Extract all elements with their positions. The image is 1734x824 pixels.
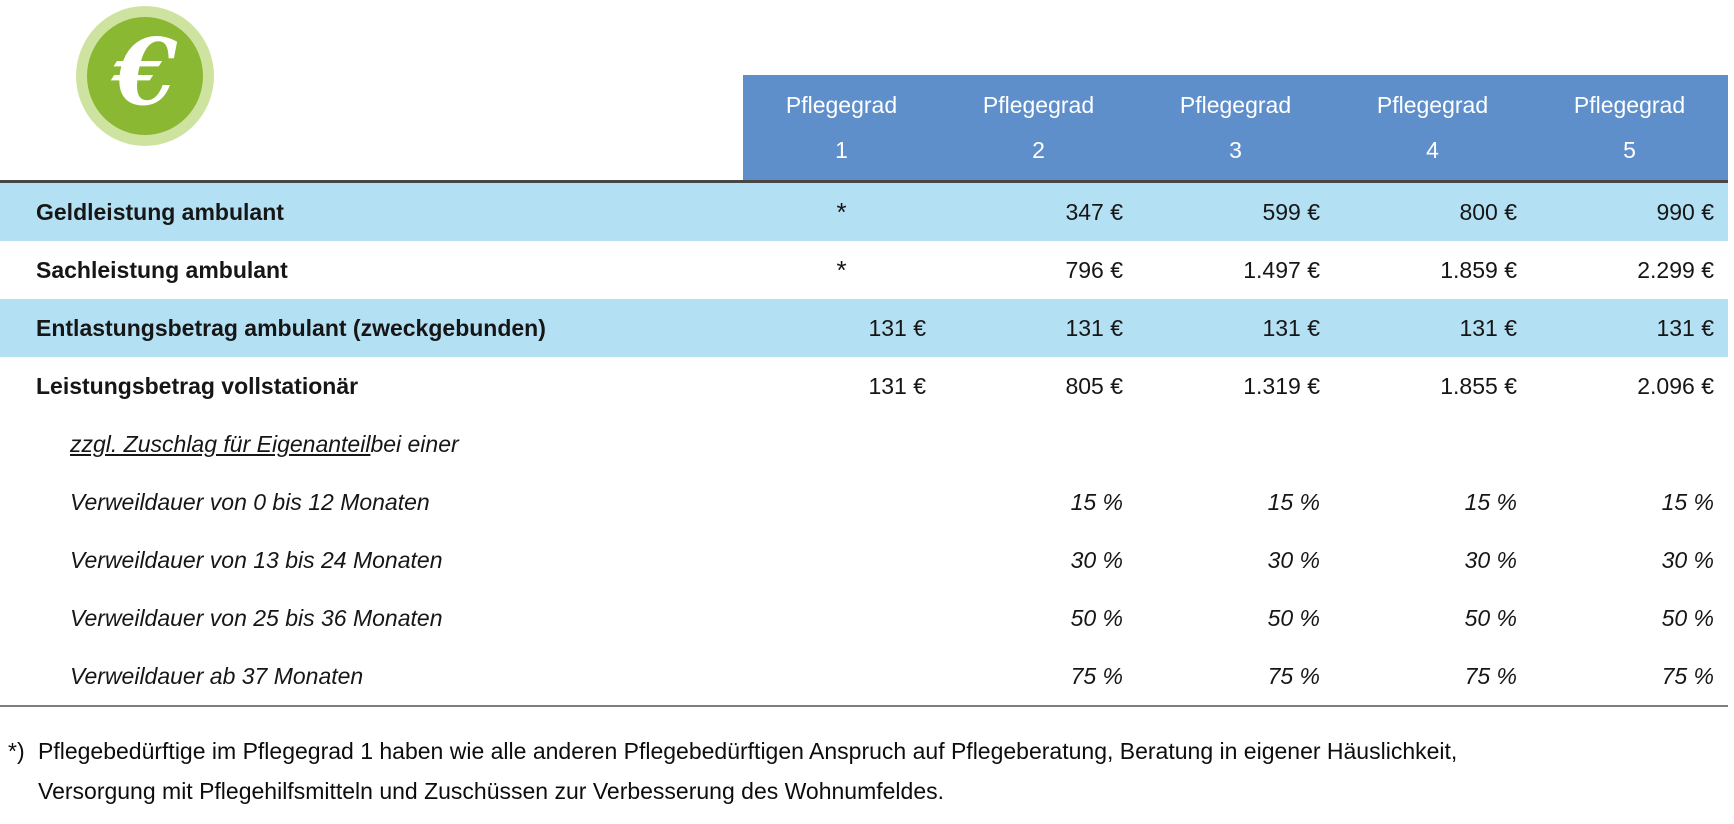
column-header-line2: 5 [1623,136,1636,163]
row-label: Verweildauer von 13 bis 24 Monaten [70,546,443,573]
euro-symbol: € [112,18,177,126]
value-cell: 805 € [1065,372,1123,399]
value-cell: 30 % [1267,546,1320,573]
value-cell: 1.855 € [1440,372,1517,399]
table-row [0,357,1728,415]
value-cell: 30 % [1464,546,1517,573]
value-cell: 1.319 € [1243,372,1320,399]
euro-coin-inner [87,17,203,135]
value-cell: 30 % [1070,546,1123,573]
table-row [0,299,1728,357]
value-cell: 30 % [1661,546,1714,573]
value-cell: 50 % [1464,604,1517,631]
footnote-marker: *) [8,738,25,764]
row-label [0,415,743,473]
value-cell: 75 % [1661,662,1714,689]
table-row [0,415,1728,473]
row-label: Entlastungsbetrag ambulant (zweckgebunden) [36,314,546,341]
value-cell: 75 % [1464,662,1517,689]
value-cell [743,415,940,473]
column-header-line1: Pflegegrad [982,91,1095,118]
value-cell: 347 € [1065,198,1123,225]
value-cell [1334,415,1531,473]
column-header-line1: Pflegegrad [785,91,898,118]
value-cell: 75 % [1267,662,1320,689]
value-cell [1531,415,1728,473]
value-cell: 800 € [1459,198,1517,225]
value-cell: 131 € [868,372,926,399]
value-cell: * [836,254,847,285]
column-header-line2: 2 [1032,136,1045,163]
table-row [0,473,1728,531]
value-cell: 131 € [1065,314,1123,341]
value-cell: 796 € [1065,256,1123,283]
table-row [0,183,1728,241]
value-cell: 15 % [1464,488,1517,515]
row-label: Geldleistung ambulant [36,198,284,225]
column-header-line2: 3 [1229,136,1242,163]
column-header-pflegegrad-4 [1334,75,1531,180]
value-cell: 131 € [868,314,926,341]
value-cell: 50 % [1661,604,1714,631]
footnote [8,731,1588,811]
column-header-line2: 1 [835,136,848,163]
table-row [0,647,1728,705]
value-cell: 131 € [1656,314,1714,341]
value-cell [743,531,940,589]
value-cell: 75 % [1070,662,1123,689]
value-cell: * [836,196,847,227]
value-cell [743,473,940,531]
value-cell: 15 % [1070,488,1123,515]
value-cell: 131 € [1459,314,1517,341]
value-cell: 599 € [1262,198,1320,225]
table-body [0,183,1728,705]
row-label: Verweildauer von 0 bis 12 Monaten [70,488,430,515]
row-label-underlined: zzgl. Zuschlag für Eigenanteil [70,430,371,457]
column-header-pflegegrad-3 [1137,75,1334,180]
value-cell: 15 % [1267,488,1320,515]
value-cell [743,589,940,647]
value-cell [743,647,940,705]
row-label-plain: bei einer [370,430,459,457]
table-row [0,531,1728,589]
column-header-pflegegrad-5 [1531,75,1728,180]
row-label: Verweildauer von 25 bis 36 Monaten [70,604,443,631]
row-label: Verweildauer ab 37 Monaten [70,662,364,689]
row-label: Sachleistung ambulant [36,256,288,283]
footer-separator [0,705,1728,707]
value-cell: 1.859 € [1440,256,1517,283]
value-cell [1137,415,1334,473]
column-header-line1: Pflegegrad [1179,91,1292,118]
table-header [743,75,1728,180]
value-cell: 131 € [1262,314,1320,341]
value-cell: 990 € [1656,198,1714,225]
column-header-line1: Pflegegrad [1376,91,1489,118]
value-cell: 15 % [1661,488,1714,515]
euro-coin-icon [76,6,214,146]
value-cell [940,415,1137,473]
column-header-pflegegrad-2 [940,75,1137,180]
row-label: Leistungsbetrag vollstationär [36,372,359,399]
value-cell: 1.497 € [1243,256,1320,283]
value-cell: 2.299 € [1637,256,1714,283]
value-cell: 2.096 € [1637,372,1714,399]
value-cell: 50 % [1070,604,1123,631]
footnote-text: Pflegebedürftige im Pflegegrad 1 haben wie alle anderen Pflegebedürftigen Anspruch auf Pflegeberatung, Beratung in eigener Häuslichkeit, Versorgung mit Pflegehilfsmitteln und Zuschüssen zur Verbesserung des Wohnumfeldes. [38,738,1458,804]
column-header-line1: Pflegegrad [1573,91,1686,118]
column-header-pflegegrad-1 [743,75,940,180]
value-cell: 50 % [1267,604,1320,631]
table-row [0,589,1728,647]
column-header-line2: 4 [1426,136,1439,163]
table-row [0,241,1728,299]
